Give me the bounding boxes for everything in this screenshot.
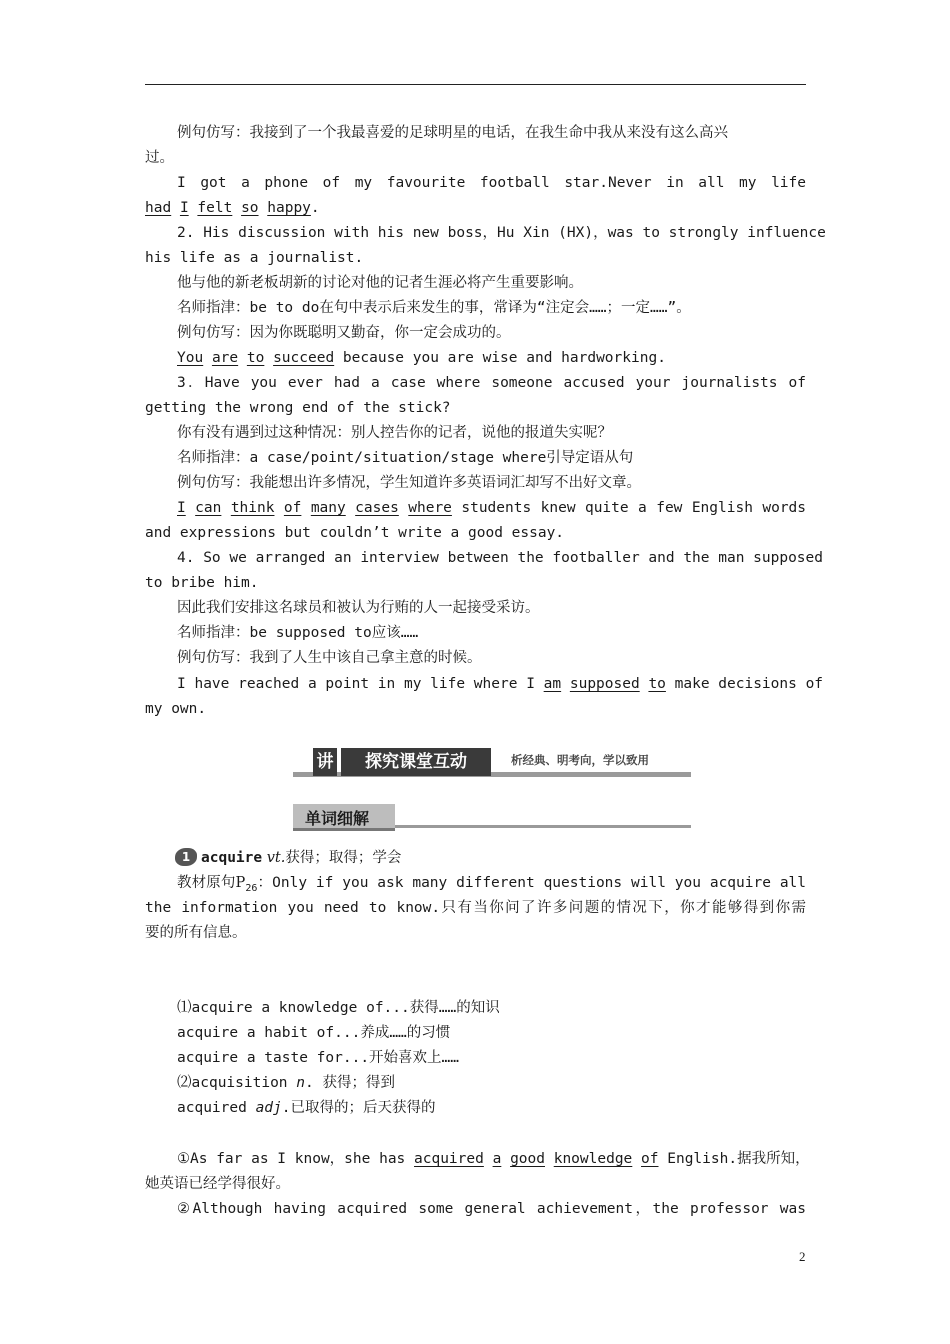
banner-subtitle: 析经典、明考向，学以致用: [507, 752, 653, 768]
derivative-item: [177, 1096, 806, 1121]
answer-blank: are: [211, 350, 239, 366]
headword: acquire: [201, 850, 263, 866]
phrase-item: acquire a habit of...养成……的习惯: [177, 1025, 451, 1041]
part-of-speech: vt.: [266, 850, 286, 866]
sentence-4-example-en: [177, 672, 824, 697]
source-label: 教材原句P: [177, 875, 246, 891]
usage-example: [177, 1147, 810, 1172]
sentence-4-example-cn: 例句仿写：我到了人生中该自己拿主意的时候。: [177, 650, 482, 666]
sentence-3-example-en: [177, 496, 806, 521]
example-rest: because you are wise and hardworking.: [334, 350, 666, 366]
example-en: I got a phone of my favourite football star.Never in all my life: [177, 175, 806, 191]
example-answer: [145, 196, 806, 221]
part-of-speech: adj: [255, 1100, 282, 1116]
answer-blank: happy: [267, 200, 311, 216]
sentence-3-cn: 你有没有遇到过这种情况：别人控告你的记者，说他的报道失实呢？: [177, 425, 612, 441]
answer-blank: to: [648, 676, 666, 692]
sentence-4-tip: 名师指津：be supposed to应该……: [177, 625, 419, 641]
example-cn: 例句仿写：我接到了一个我最喜爱的足球明星的电话，在我生命中我从来没有这么高兴: [177, 125, 728, 141]
word-meaning: 获得；取得；学会: [285, 850, 402, 866]
part-of-speech: n: [296, 1075, 305, 1091]
example-pre: ①As far as I know，she has: [177, 1151, 415, 1167]
sentence-2-example-cn: 例句仿写：因为你既聪明又勤奋，你一定会成功的。: [177, 325, 511, 341]
subsection-header: [293, 800, 693, 834]
sentence-2-cn: 他与他的新老板胡新的讨论对他的记者生涯必将产生重要影响。: [177, 275, 583, 291]
subsection-rule: [393, 825, 691, 828]
answer-blank: of: [641, 1151, 659, 1167]
answer-blank: cases: [355, 500, 399, 516]
sentence-3-en-cont: getting the wrong end of the stick?: [145, 400, 451, 416]
punct: .: [310, 200, 320, 216]
answer-blank: knowledge: [553, 1151, 633, 1167]
answer-blank: You: [177, 350, 204, 366]
sentence-2-example-en: [177, 346, 806, 371]
answer-blank: succeed: [273, 350, 335, 366]
answer-blank: can: [195, 500, 222, 516]
source-sentence-cont2: 要的所有信息。: [145, 925, 247, 941]
sentence-3-example-cn: 例句仿写：我能想出许多情况，学生知道许多英语词汇却写不出好文章。: [177, 475, 641, 491]
answer-blank: I: [177, 500, 186, 516]
section-banner: [293, 746, 693, 780]
answer-blank: to: [246, 350, 265, 366]
sentence-2-tip: 名师指津：be to do在句中表示后来发生的事，常译为“注定会……；一定……”。: [177, 300, 691, 316]
sentence-4-cn: 因此我们安排这名球员和被认为行贿的人一起接受采访。: [177, 600, 540, 616]
example-rest: English.据我所知，: [658, 1151, 810, 1167]
sentence-2-en: 2. His discussion with his new boss，Hu Xin (HX)，was to strongly influence: [177, 225, 826, 241]
answer-blank: so: [241, 200, 259, 216]
example-rest: students knew quite a few English words: [461, 500, 807, 516]
answer-blank: am: [543, 676, 562, 692]
answer-blank: felt: [197, 200, 233, 216]
word-entry-heading: [177, 846, 806, 871]
sentence-4-en: 4. So we arranged an interview between the footballer and the man supposed: [177, 550, 824, 566]
derivative-item: [177, 1071, 806, 1096]
banner-label: 讲: [313, 748, 337, 776]
answer-blank: of: [283, 500, 302, 516]
sentence-2-en-cont: his life as a journalist.: [145, 250, 364, 266]
header-rule: [145, 84, 806, 85]
answer-blank: acquired: [414, 1151, 484, 1167]
subsection-title: 单词细解: [305, 809, 370, 828]
answer-blank: I: [179, 200, 189, 216]
page-number: 2: [799, 1249, 806, 1264]
phrase-item: ⑴acquire a knowledge of...获得……的知识: [177, 1000, 500, 1016]
sentence-3-en: 3．Have you ever had a case where someone accused your journalists of: [177, 375, 806, 391]
answer-blank: supposed: [569, 676, 640, 692]
answer-blank: had: [145, 200, 172, 216]
answer-blank: many: [310, 500, 346, 516]
derivative-word: ⑵acquisition: [177, 1075, 297, 1091]
answer-blank: good: [510, 1151, 545, 1167]
example-cn-cont: 过。: [145, 150, 174, 166]
example-pre: I have reached a point in my life where I: [177, 676, 544, 692]
sentence-4-example-cont: my own.: [145, 701, 207, 717]
sentence-4-en-cont: to bribe him.: [145, 575, 259, 591]
usage-example: ②Although having acquired some general achievement，the professor was: [177, 1201, 806, 1217]
page-ref: 26: [245, 882, 258, 894]
answer-blank: a: [492, 1151, 502, 1167]
phrase-item: acquire a taste for...开始喜欢上……: [177, 1050, 460, 1066]
sentence-3-tip: 名师指津：a case/point/situation/stage where引导定语从句: [177, 450, 634, 466]
answer-blank: think: [230, 500, 275, 516]
derivative-meaning: .已取得的；后天获得的: [281, 1100, 436, 1116]
number-badge: 1: [175, 848, 197, 866]
source-text: ：Only if you ask many different questions will you acquire all: [257, 875, 807, 891]
derivative-word: acquired: [177, 1100, 256, 1116]
sentence-3-example-cont: and expressions but couldn’t write a good essay.: [145, 525, 565, 541]
answer-blank: where: [408, 500, 452, 516]
banner-title: 探究课堂互动: [341, 748, 491, 776]
source-sentence-cont: the information you need to know.只有当你问了许多问题的情况下，你才能够得到你需: [145, 900, 806, 916]
derivative-meaning: . 获得；得到: [305, 1075, 395, 1091]
usage-example-cont: 她英语已经学得很好。: [145, 1176, 290, 1192]
example-rest: make decisions of: [665, 676, 824, 692]
